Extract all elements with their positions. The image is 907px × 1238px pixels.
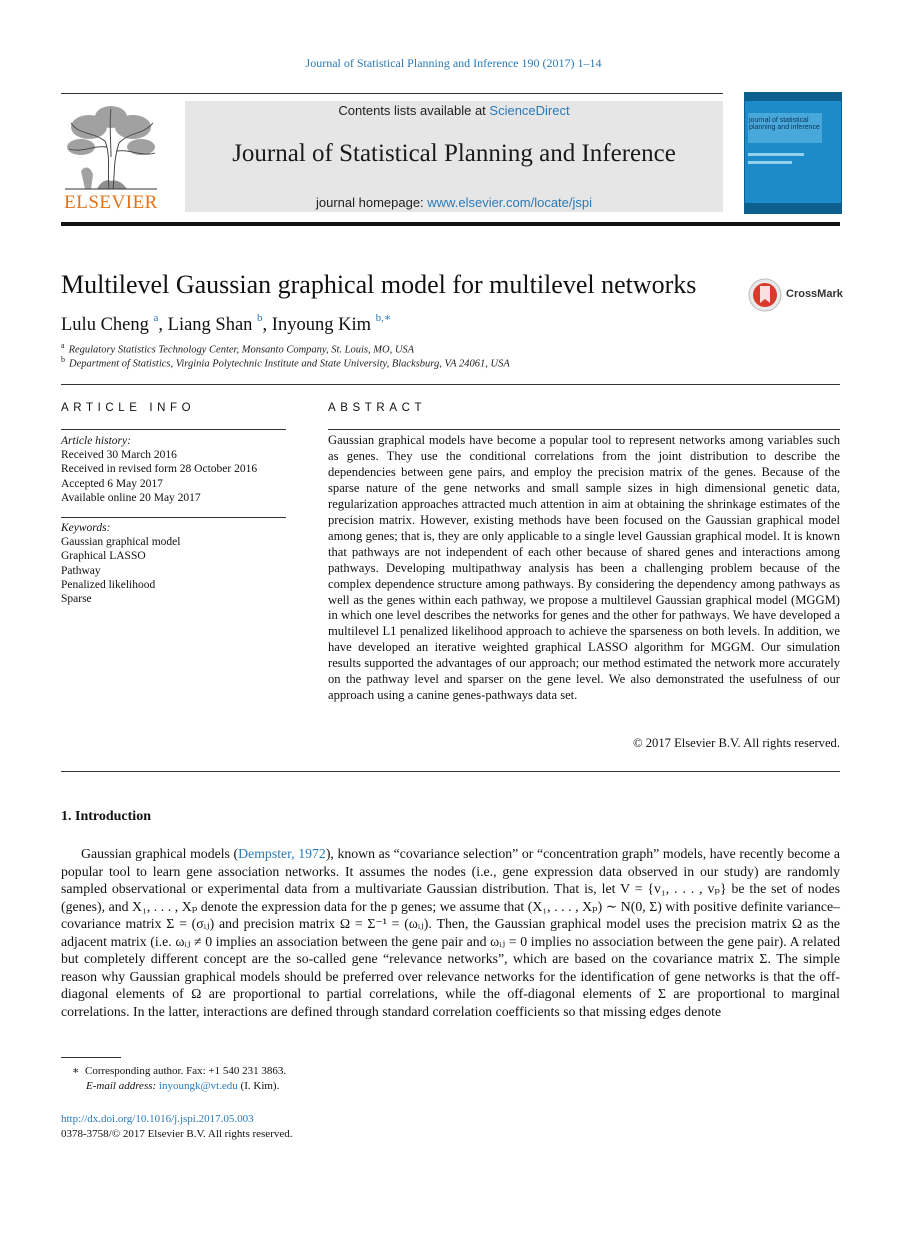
footnote-rule xyxy=(61,1057,121,1058)
email-label: E-mail address: xyxy=(86,1080,157,1092)
email-suffix: (I. Kim). xyxy=(240,1080,280,1092)
homepage-line xyxy=(185,195,723,210)
citation-link[interactable]: Dempster, 1972 xyxy=(238,846,326,861)
article-history xyxy=(61,434,291,505)
history-label: Article history: xyxy=(61,435,131,447)
abstract-rule xyxy=(328,429,840,430)
homepage-prefix: journal homepage: xyxy=(315,195,428,210)
author-affiliation-mark[interactable]: b xyxy=(257,312,263,324)
keyword-item: Graphical LASSO xyxy=(61,550,146,563)
abstract-text: Gaussian graphical models have become a popular tool to represent networks among variables such as genes. They use the conditional correlations from the joint distribution to describe the dependencies between gene pairs, and employ the precision matrix of the genes. Because of the sparse nature of the gene networks and small sample sizes in high dimensional genetic data, regularization approaches attracted much attention in aim at obtaining the shrinkage estimates of the precision matrix. However, existing methods have been focused on the Gaussian graphical model among genes; that is, they are only applicable to a single level Gaussian graphical model. It is known that pathways are not independent of each other because of shared genes and interactions among pathways. Developing multipathway analysis has been a challenging problem because of the complex dependence structure among pathways. By considering the dependency among pathways as well as the genes within each pathway, we propose a multilevel Gaussian graphical model (MGGM) in which one level describes the networks for genes and the other for pathways. We have developed a multilevel L1 penalized likelihood approach to achieve the sparseness on both levels. In addition, we have developed an iterative weighted graphical LASSO algorithm for MGGM. Our simulation results supported the advantages of our approach; our method estimated the network more accurately on the pathway level and sparser on the gene level. We also demonstrated the usefulness of our approach using a canine genes-pathways data set. xyxy=(328,433,840,703)
sciencedirect-link[interactable]: ScienceDirect xyxy=(489,103,570,118)
crossmark-label[interactable]: CrossMark xyxy=(786,288,843,300)
email-link[interactable]: inyoungk@vt.edu xyxy=(158,1080,238,1092)
journal-title: Journal of Statistical Planning and Inference xyxy=(232,140,676,167)
issn-copyright: 0378-3758/© 2017 Elsevier B.V. All rights reserved. xyxy=(61,1128,293,1140)
masthead-thick-rule xyxy=(61,222,840,226)
author-affiliation-mark[interactable]: b,∗ xyxy=(375,312,392,324)
keyword-item: Gaussian graphical model xyxy=(61,536,181,549)
doi-link[interactable]: http://dx.doi.org/10.1016/j.jspi.2017.05.003 xyxy=(61,1113,254,1125)
author-name[interactable]: Liang Shan xyxy=(167,315,253,335)
keyword-item: Sparse xyxy=(61,593,92,606)
affiliation-text: Regulatory Statistics Technology Center, Monsanto Company, St. Louis, MO, USA xyxy=(68,344,415,356)
history-item: Received 30 March 2016 xyxy=(61,449,177,462)
affiliation-a xyxy=(61,341,414,356)
author-name[interactable]: Lulu Cheng xyxy=(61,315,149,335)
intro-text-b: ), known as “covariance selection” or “concentration graph” models, have recently become a popular tool to learn gene association networks. It assumes the nodes (i.e., gene expression data observed in our study) are randomly sampled observational or experimental data from a multivariate Gaussian distribution. That is, let V = {v₁, . . . , vₚ} be the set of nodes (genes), and X₁, . . . , Xₚ denote the expression data for the p genes; we assume that (X₁, . . . , Xₚ) ∼ N(0, Σ) with positive definite variance–covariance matrix Σ = (σᵢⱼ) and precision matrix Ω = Σ⁻¹ = (ωᵢⱼ). Then, the Gaussian graphical model uses the precision matrix Ω as the adjacent matrix (i.e. ωᵢⱼ ≠ 0 implies an association between the gene pair and ωᵢⱼ = 0 implies no association between the gene pair). A related but completely different concept are the so-called gene “relevance networks”, which are based on the covariance matrix Σ. The simple reason why Gaussian graphical models should be preferred over relevance networks for the identification of gene networks is that the off-diagonal elements of Ω are proportional to partial correlations, while the off-diagonal elements of Σ are proportional to marginal correlations. In the latter, interactions are defined through standard correlation coefficients so that missing edges denote xyxy=(61,846,840,1019)
affiliation-text: Department of Statistics, Virginia Polytechnic Institute and State University, Blacksburg, VA 24061, USA xyxy=(69,358,510,370)
abstract-copyright: © 2017 Elsevier B.V. All rights reserved. xyxy=(633,736,840,750)
affiliation-mark: a xyxy=(61,341,65,350)
introduction-body xyxy=(61,845,840,1020)
author-list xyxy=(61,311,391,336)
author-affiliation-mark[interactable]: a xyxy=(153,312,159,324)
contents-prefix: Contents lists available at xyxy=(338,103,490,118)
homepage-link[interactable]: www.elsevier.com/locate/jspi xyxy=(427,195,593,210)
elsevier-wordmark: ELSEVIER xyxy=(64,192,158,213)
history-item: Available online 20 May 2017 xyxy=(61,491,201,504)
history-item: Accepted 6 May 2017 xyxy=(61,477,163,490)
intro-text-a: Gaussian graphical models ( xyxy=(81,846,239,861)
masthead-top-rule xyxy=(61,93,723,94)
introduction-paragraph xyxy=(61,845,840,1020)
corresponding-text: Corresponding author. Fax: +1 540 231 3863. xyxy=(84,1065,287,1077)
keywords-list xyxy=(61,521,291,606)
article-title: Multilevel Gaussian graphical model for multilevel networks xyxy=(61,270,697,299)
keyword-item: Pathway xyxy=(61,564,101,577)
corresponding-footnote xyxy=(72,1064,286,1077)
keyword-item: Penalized likelihood xyxy=(61,578,156,591)
corresponding-mark: ∗ xyxy=(72,1065,80,1077)
introduction-heading: 1. Introduction xyxy=(61,809,151,824)
author-separator: , xyxy=(158,315,168,335)
email-footnote xyxy=(86,1080,279,1092)
affiliation-mark: b xyxy=(61,355,65,364)
article-info-rule xyxy=(61,429,286,430)
cover-art-icon xyxy=(745,93,841,213)
cover-title: journal of statistical planning and inference xyxy=(749,117,820,131)
abstract-heading: ABSTRACT xyxy=(328,402,427,414)
keywords-label: Keywords: xyxy=(61,522,111,534)
header-divider xyxy=(61,384,840,385)
journal-citation[interactable]: Journal of Statistical Planning and Inference 190 (2017) 1–14 xyxy=(305,56,602,70)
keywords-rule xyxy=(61,517,286,518)
history-item: Received in revised form 28 October 2016 xyxy=(61,463,258,476)
affiliation-b xyxy=(61,355,510,370)
contents-line xyxy=(185,103,723,118)
journal-cover-thumbnail[interactable] xyxy=(744,92,842,214)
author-name[interactable]: Inyoung Kim xyxy=(271,315,371,335)
author-separator: , xyxy=(262,315,272,335)
article-info-heading: ARTICLE INFO xyxy=(61,402,196,414)
abstract-bottom-divider xyxy=(61,771,840,772)
